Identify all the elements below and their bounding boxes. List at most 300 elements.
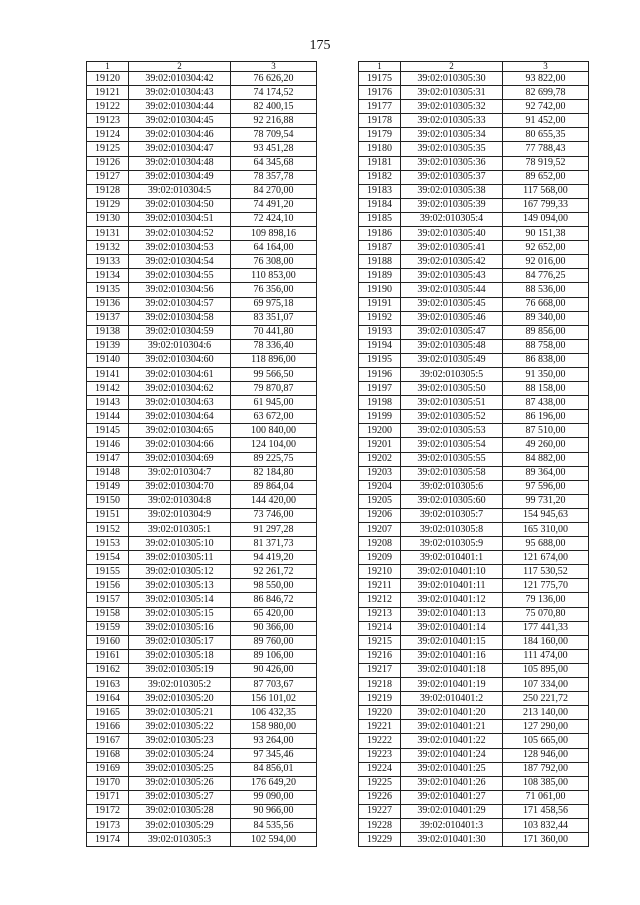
row-number-cell: 19190 <box>359 283 401 297</box>
row-number-cell: 19188 <box>359 255 401 269</box>
table-row <box>359 635 589 649</box>
row-number-cell: 19218 <box>359 678 401 692</box>
value-cell: 89 364,00 <box>503 466 589 480</box>
table-row <box>359 452 589 466</box>
value-cell: 144 420,00 <box>231 494 317 508</box>
table-row <box>87 438 317 452</box>
table-row <box>359 198 589 212</box>
table-row <box>359 269 589 283</box>
row-number-cell: 19125 <box>87 142 129 156</box>
row-number-cell: 19226 <box>359 790 401 804</box>
cadastral-number-cell: 39:02:010304:66 <box>129 438 231 452</box>
table-row <box>87 170 317 184</box>
row-number-cell: 19130 <box>87 212 129 226</box>
cadastral-number-cell: 39:02:010304:61 <box>129 367 231 381</box>
value-cell: 79 870,87 <box>231 382 317 396</box>
value-cell: 87 510,00 <box>503 424 589 438</box>
value-cell: 171 458,56 <box>503 804 589 818</box>
row-number-cell: 19139 <box>87 339 129 353</box>
row-number-cell: 19203 <box>359 466 401 480</box>
table-row <box>359 593 589 607</box>
table-row <box>87 551 317 565</box>
row-number-cell: 19127 <box>87 170 129 184</box>
row-number-cell: 19228 <box>359 818 401 832</box>
cadastral-number-cell: 39:02:010305:16 <box>129 621 231 635</box>
value-cell: 95 688,00 <box>503 537 589 551</box>
cadastral-number-cell: 39:02:010305:8 <box>401 523 503 537</box>
table-row <box>87 523 317 537</box>
value-cell: 117 530,52 <box>503 565 589 579</box>
value-cell: 77 788,43 <box>503 142 589 156</box>
row-number-cell: 19149 <box>87 480 129 494</box>
value-cell: 92 742,00 <box>503 100 589 114</box>
value-cell: 149 094,00 <box>503 212 589 226</box>
value-cell: 82 184,80 <box>231 466 317 480</box>
row-number-cell: 19150 <box>87 494 129 508</box>
value-cell: 118 896,00 <box>231 353 317 367</box>
table-row <box>359 579 589 593</box>
value-cell: 69 975,18 <box>231 297 317 311</box>
table-row <box>359 283 589 297</box>
table-row <box>87 269 317 283</box>
table-row <box>87 241 317 255</box>
cadastral-number-cell: 39:02:010401:30 <box>401 833 503 847</box>
row-number-cell: 19192 <box>359 311 401 325</box>
table-row <box>87 649 317 663</box>
table-row <box>359 212 589 226</box>
cadastral-number-cell: 39:02:010305:23 <box>129 734 231 748</box>
row-number-cell: 19206 <box>359 508 401 522</box>
value-cell: 88 758,00 <box>503 339 589 353</box>
row-number-cell: 19183 <box>359 184 401 198</box>
cadastral-number-cell: 39:02:010305:9 <box>401 537 503 551</box>
row-number-cell: 19176 <box>359 86 401 100</box>
table-row <box>87 311 317 325</box>
cadastral-number-cell: 39:02:010305:17 <box>129 635 231 649</box>
cadastral-number-cell: 39:02:010305:18 <box>129 649 231 663</box>
cadastral-number-cell: 39:02:010305:30 <box>401 72 503 86</box>
value-cell: 84 856,01 <box>231 762 317 776</box>
value-cell: 91 297,28 <box>231 523 317 537</box>
row-number-cell: 19141 <box>87 367 129 381</box>
value-cell: 100 840,00 <box>231 424 317 438</box>
cadastral-number-cell: 39:02:010401:13 <box>401 607 503 621</box>
value-cell: 154 945,63 <box>503 508 589 522</box>
row-number-cell: 19151 <box>87 508 129 522</box>
row-number-cell: 19177 <box>359 100 401 114</box>
row-number-cell: 19138 <box>87 325 129 339</box>
value-cell: 64 345,68 <box>231 156 317 170</box>
row-number-cell: 19123 <box>87 114 129 128</box>
cadastral-number-cell: 39:02:010305:44 <box>401 283 503 297</box>
row-number-cell: 19198 <box>359 396 401 410</box>
row-number-cell: 19208 <box>359 537 401 551</box>
row-number-cell: 19133 <box>87 255 129 269</box>
row-number-cell: 19122 <box>87 100 129 114</box>
table-row <box>359 339 589 353</box>
row-number-cell: 19174 <box>87 833 129 847</box>
value-cell: 128 946,00 <box>503 748 589 762</box>
value-cell: 250 221,72 <box>503 692 589 706</box>
cadastral-number-cell: 39:02:010305:31 <box>401 86 503 100</box>
row-number-cell: 19187 <box>359 241 401 255</box>
row-number-cell: 19195 <box>359 353 401 367</box>
cadastral-number-cell: 39:02:010305:20 <box>129 692 231 706</box>
row-number-cell: 19199 <box>359 410 401 424</box>
cadastral-number-cell: 39:02:010401:20 <box>401 706 503 720</box>
table-row <box>87 410 317 424</box>
cadastral-number-cell: 39:02:010401:16 <box>401 649 503 663</box>
row-number-cell: 19167 <box>87 734 129 748</box>
cadastral-number-cell: 39:02:010305:42 <box>401 255 503 269</box>
table-row <box>87 762 317 776</box>
value-cell: 89 225,75 <box>231 452 317 466</box>
value-cell: 90 426,00 <box>231 663 317 677</box>
row-number-cell: 19193 <box>359 325 401 339</box>
row-number-cell: 19194 <box>359 339 401 353</box>
cadastral-number-cell: 39:02:010305:58 <box>401 466 503 480</box>
cadastral-number-cell: 39:02:010304:69 <box>129 452 231 466</box>
value-cell: 84 535,56 <box>231 818 317 832</box>
cadastral-number-cell: 39:02:010401:2 <box>401 692 503 706</box>
table-row <box>87 339 317 353</box>
table-row <box>87 635 317 649</box>
row-number-cell: 19227 <box>359 804 401 818</box>
table-row <box>87 790 317 804</box>
row-number-cell: 19211 <box>359 579 401 593</box>
row-number-cell: 19217 <box>359 663 401 677</box>
row-number-cell: 19225 <box>359 776 401 790</box>
table-row <box>87 804 317 818</box>
table-row <box>359 508 589 522</box>
table-row <box>87 494 317 508</box>
row-number-cell: 19166 <box>87 720 129 734</box>
cadastral-number-cell: 39:02:010305:34 <box>401 128 503 142</box>
cadastral-number-cell: 39:02:010305:19 <box>129 663 231 677</box>
table-row <box>359 311 589 325</box>
row-number-cell: 19222 <box>359 734 401 748</box>
value-cell: 89 340,00 <box>503 311 589 325</box>
row-number-cell: 19181 <box>359 156 401 170</box>
value-cell: 72 424,10 <box>231 212 317 226</box>
cadastral-number-cell: 39:02:010304:7 <box>129 466 231 480</box>
cadastral-number-cell: 39:02:010401:14 <box>401 621 503 635</box>
table-row <box>87 114 317 128</box>
table-row <box>359 100 589 114</box>
value-cell: 89 652,00 <box>503 170 589 184</box>
row-number-cell: 19162 <box>87 663 129 677</box>
value-cell: 93 264,00 <box>231 734 317 748</box>
row-number-cell: 19212 <box>359 593 401 607</box>
column-header: 2 <box>401 62 503 72</box>
cadastral-number-cell: 39:02:010304:46 <box>129 128 231 142</box>
value-cell: 88 158,00 <box>503 382 589 396</box>
table-row <box>359 706 589 720</box>
cadastral-number-cell: 39:02:010305:4 <box>401 212 503 226</box>
value-cell: 71 061,00 <box>503 790 589 804</box>
value-cell: 91 350,00 <box>503 367 589 381</box>
cadastral-number-cell: 39:02:010304:53 <box>129 241 231 255</box>
row-number-cell: 19171 <box>87 790 129 804</box>
value-cell: 73 746,00 <box>231 508 317 522</box>
cadastral-number-cell: 39:02:010304:42 <box>129 72 231 86</box>
value-cell: 184 160,00 <box>503 635 589 649</box>
table-row <box>359 480 589 494</box>
table-row <box>87 382 317 396</box>
table-row <box>87 706 317 720</box>
row-number-cell: 19161 <box>87 649 129 663</box>
value-cell: 110 853,00 <box>231 269 317 283</box>
table-row <box>87 297 317 311</box>
cadastral-number-cell: 39:02:010304:54 <box>129 255 231 269</box>
table-row <box>359 353 589 367</box>
cadastral-number-cell: 39:02:010305:39 <box>401 198 503 212</box>
value-cell: 61 945,00 <box>231 396 317 410</box>
value-cell: 176 649,20 <box>231 776 317 790</box>
cadastral-number-cell: 39:02:010305:33 <box>401 114 503 128</box>
table-row <box>87 325 317 339</box>
cadastral-number-cell: 39:02:010401:18 <box>401 663 503 677</box>
table-row <box>359 762 589 776</box>
table-row <box>359 241 589 255</box>
value-cell: 99 731,20 <box>503 494 589 508</box>
value-cell: 106 432,35 <box>231 706 317 720</box>
table-row <box>87 227 317 241</box>
value-cell: 124 104,00 <box>231 438 317 452</box>
table-row <box>359 734 589 748</box>
row-number-cell: 19184 <box>359 198 401 212</box>
cadastral-number-cell: 39:02:010305:54 <box>401 438 503 452</box>
value-cell: 93 451,28 <box>231 142 317 156</box>
cadastral-number-cell: 39:02:010305:52 <box>401 410 503 424</box>
value-cell: 121 775,70 <box>503 579 589 593</box>
value-cell: 83 351,07 <box>231 311 317 325</box>
value-cell: 109 898,16 <box>231 227 317 241</box>
value-cell: 88 536,00 <box>503 283 589 297</box>
table-row <box>359 367 589 381</box>
row-number-cell: 19207 <box>359 523 401 537</box>
row-number-cell: 19158 <box>87 607 129 621</box>
table-row <box>359 833 589 847</box>
table-row <box>359 438 589 452</box>
table-row <box>87 776 317 790</box>
row-number-cell: 19196 <box>359 367 401 381</box>
row-number-cell: 19148 <box>87 466 129 480</box>
value-cell: 82 400,15 <box>231 100 317 114</box>
value-cell: 89 856,00 <box>503 325 589 339</box>
value-cell: 76 668,00 <box>503 297 589 311</box>
row-number-cell: 19164 <box>87 692 129 706</box>
value-cell: 63 672,00 <box>231 410 317 424</box>
table-row <box>359 523 589 537</box>
table-row <box>359 396 589 410</box>
table-row <box>359 114 589 128</box>
row-number-cell: 19131 <box>87 227 129 241</box>
row-number-cell: 19136 <box>87 297 129 311</box>
cadastral-number-cell: 39:02:010305:21 <box>129 706 231 720</box>
value-cell: 86 846,72 <box>231 593 317 607</box>
value-cell: 127 290,00 <box>503 720 589 734</box>
value-cell: 117 568,00 <box>503 184 589 198</box>
table-row <box>359 776 589 790</box>
table-row <box>359 748 589 762</box>
table-row <box>359 607 589 621</box>
value-cell: 92 652,00 <box>503 241 589 255</box>
cadastral-number-cell: 39:02:010305:32 <box>401 100 503 114</box>
cadastral-number-cell: 39:02:010305:49 <box>401 353 503 367</box>
row-number-cell: 19209 <box>359 551 401 565</box>
value-cell: 89 106,00 <box>231 649 317 663</box>
row-number-cell: 19204 <box>359 480 401 494</box>
table-row <box>87 537 317 551</box>
table-row <box>87 720 317 734</box>
cadastral-number-cell: 39:02:010401:1 <box>401 551 503 565</box>
row-number-cell: 19140 <box>87 353 129 367</box>
value-cell: 99 090,00 <box>231 790 317 804</box>
value-cell: 76 356,00 <box>231 283 317 297</box>
table-row <box>359 72 589 86</box>
table-row <box>87 184 317 198</box>
row-number-cell: 19197 <box>359 382 401 396</box>
row-number-cell: 19137 <box>87 311 129 325</box>
value-cell: 107 334,00 <box>503 678 589 692</box>
value-cell: 92 261,72 <box>231 565 317 579</box>
table-row <box>359 790 589 804</box>
cadastral-number-cell: 39:02:010304:8 <box>129 494 231 508</box>
cadastral-number-cell: 39:02:010304:57 <box>129 297 231 311</box>
value-cell: 78 709,54 <box>231 128 317 142</box>
cadastral-number-cell: 39:02:010305:6 <box>401 480 503 494</box>
value-cell: 80 655,35 <box>503 128 589 142</box>
table-row <box>87 72 317 86</box>
value-cell: 78 336,40 <box>231 339 317 353</box>
cadastral-number-cell: 39:02:010304:62 <box>129 382 231 396</box>
cadastral-number-cell: 39:02:010305:41 <box>401 241 503 255</box>
value-cell: 90 966,00 <box>231 804 317 818</box>
cadastral-number-cell: 39:02:010401:24 <box>401 748 503 762</box>
table-row <box>87 283 317 297</box>
value-cell: 177 441,33 <box>503 621 589 635</box>
table-row <box>359 170 589 184</box>
cadastral-number-cell: 39:02:010401:27 <box>401 790 503 804</box>
table-row <box>87 565 317 579</box>
cadastral-number-cell: 39:02:010401:10 <box>401 565 503 579</box>
table-header-row <box>359 62 589 72</box>
value-cell: 105 665,00 <box>503 734 589 748</box>
row-number-cell: 19120 <box>87 72 129 86</box>
cadastral-number-cell: 39:02:010305:22 <box>129 720 231 734</box>
row-number-cell: 19205 <box>359 494 401 508</box>
table-row <box>87 593 317 607</box>
cadastral-number-cell: 39:02:010304:60 <box>129 353 231 367</box>
table-row <box>87 142 317 156</box>
table-row <box>87 663 317 677</box>
value-cell: 87 703,67 <box>231 678 317 692</box>
cadastral-number-cell: 39:02:010304:63 <box>129 396 231 410</box>
table-row <box>359 649 589 663</box>
page-number: 175 <box>309 38 331 53</box>
cadastral-number-cell: 39:02:010305:46 <box>401 311 503 325</box>
table-row <box>87 678 317 692</box>
table-row <box>87 508 317 522</box>
value-cell: 86 196,00 <box>503 410 589 424</box>
value-cell: 108 385,00 <box>503 776 589 790</box>
table-row <box>359 297 589 311</box>
row-number-cell: 19229 <box>359 833 401 847</box>
value-cell: 90 366,00 <box>231 621 317 635</box>
row-number-cell: 19223 <box>359 748 401 762</box>
row-number-cell: 19219 <box>359 692 401 706</box>
value-cell: 171 360,00 <box>503 833 589 847</box>
table-row <box>87 100 317 114</box>
cadastral-number-cell: 39:02:010305:27 <box>129 790 231 804</box>
table-row <box>87 452 317 466</box>
value-cell: 98 550,00 <box>231 579 317 593</box>
cadastral-number-cell: 39:02:010305:28 <box>129 804 231 818</box>
value-cell: 93 822,00 <box>503 72 589 86</box>
row-number-cell: 19201 <box>359 438 401 452</box>
table-row <box>87 396 317 410</box>
row-number-cell: 19155 <box>87 565 129 579</box>
table-row <box>87 734 317 748</box>
value-cell: 89 760,00 <box>231 635 317 649</box>
table-row <box>87 198 317 212</box>
value-cell: 92 016,00 <box>503 255 589 269</box>
column-header: 2 <box>129 62 231 72</box>
value-cell: 165 310,00 <box>503 523 589 537</box>
row-number-cell: 19200 <box>359 424 401 438</box>
table-row <box>359 565 589 579</box>
cadastral-number-cell: 39:02:010305:26 <box>129 776 231 790</box>
table-row <box>359 692 589 706</box>
cadastral-number-cell: 39:02:010401:22 <box>401 734 503 748</box>
cadastral-number-cell: 39:02:010305:25 <box>129 762 231 776</box>
table-row <box>87 353 317 367</box>
value-cell: 97 345,46 <box>231 748 317 762</box>
cadastral-number-cell: 39:02:010305:5 <box>401 367 503 381</box>
row-number-cell: 19172 <box>87 804 129 818</box>
value-cell: 84 270,00 <box>231 184 317 198</box>
row-number-cell: 19168 <box>87 748 129 762</box>
value-cell: 49 260,00 <box>503 438 589 452</box>
column-header: 3 <box>231 62 317 72</box>
row-number-cell: 19202 <box>359 452 401 466</box>
row-number-cell: 19186 <box>359 227 401 241</box>
row-number-cell: 19213 <box>359 607 401 621</box>
row-number-cell: 19210 <box>359 565 401 579</box>
value-cell: 82 699,78 <box>503 86 589 100</box>
row-number-cell: 19152 <box>87 523 129 537</box>
table-row <box>87 367 317 381</box>
table-row <box>87 748 317 762</box>
table-row <box>359 156 589 170</box>
table-row <box>359 804 589 818</box>
value-cell: 78 919,52 <box>503 156 589 170</box>
cadastral-number-cell: 39:02:010304:50 <box>129 198 231 212</box>
value-cell: 86 838,00 <box>503 353 589 367</box>
value-cell: 111 474,00 <box>503 649 589 663</box>
cadastral-number-cell: 39:02:010401:15 <box>401 635 503 649</box>
table-row <box>87 480 317 494</box>
cadastral-number-cell: 39:02:010304:9 <box>129 508 231 522</box>
row-number-cell: 19191 <box>359 297 401 311</box>
value-cell: 89 864,04 <box>231 480 317 494</box>
value-cell: 74 491,20 <box>231 198 317 212</box>
row-number-cell: 19220 <box>359 706 401 720</box>
right-register-table <box>358 61 589 847</box>
cadastral-number-cell: 39:02:010304:43 <box>129 86 231 100</box>
table-row <box>87 621 317 635</box>
